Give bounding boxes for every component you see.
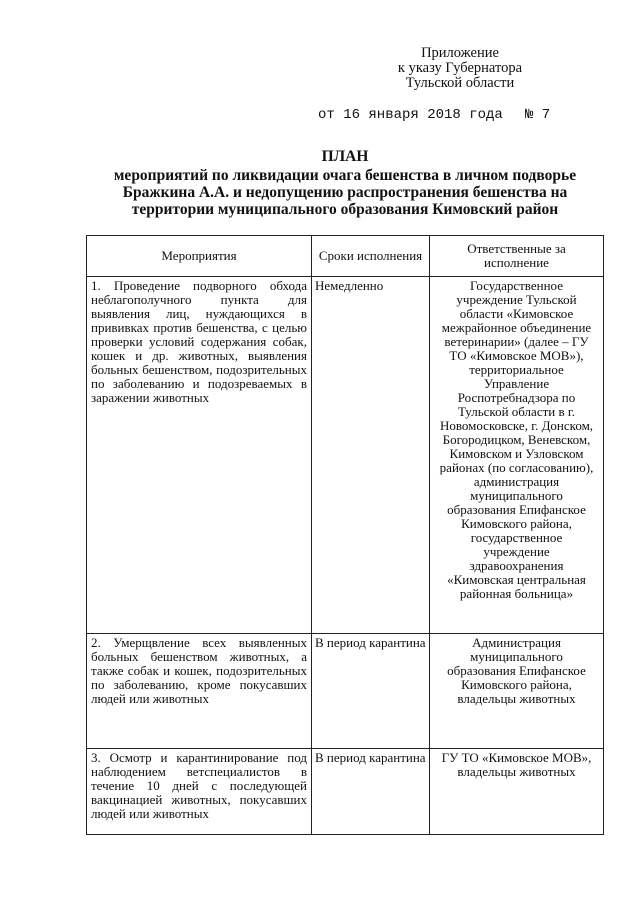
appendix-line-3: Тульской области xyxy=(405,75,515,91)
row-1-term: Немедленно xyxy=(312,277,430,634)
title-line-1: мероприятий по ликвидации очага бешенства в личном подворье xyxy=(113,167,577,184)
title-main: ПЛАН xyxy=(321,148,369,165)
decree-number: № 7 xyxy=(525,107,551,123)
date-line xyxy=(318,107,558,123)
appendix-line-1: Приложение xyxy=(421,45,499,61)
row-2-responsible: Администрация муниципального образования Епифанское Кимовского района, владельцы животных xyxy=(430,634,604,749)
appendix-line-2: к указу Губернатора xyxy=(397,60,523,76)
table-row xyxy=(87,634,604,749)
title-line-3: территории муниципального образования Кимовский район xyxy=(131,201,559,218)
row-1-responsible: Государственное учреждение Тульской области «Кимовское межрайонное объединение ветеринарии» (далее – ГУ ТО «Кимовское МОВ»), территориальное Управление Роспотребнадзора по Тульской области в г. Новомосковске, г. Донском, Богородицком, Веневском, Кимовском и Узловском районах (по согласованию), администрация муниципального образования Епифанское Кимовского района, государственное учреждение здравоохранения «Кимовская центральная районная больница» xyxy=(430,277,604,634)
header-measures: Мероприятия xyxy=(87,236,312,277)
title-line-2: Бражкина А.А. и недопущению распространения бешенства на xyxy=(122,184,568,201)
row-2-term: В период карантина xyxy=(312,634,430,749)
row-3-term: В период карантина xyxy=(312,749,430,835)
plan-table xyxy=(86,235,604,835)
table-row xyxy=(87,749,604,835)
header-terms: Сроки исполнения xyxy=(312,236,430,277)
row-2-measure: 2. Умерщвление всех выявленных больных бешенством животных, а также собак и кошек, подозрительных по заболеванию, кроме покусавших людей или животных xyxy=(87,634,312,749)
header-responsible: Ответственные за исполнение xyxy=(430,236,604,277)
table-header-row xyxy=(87,236,604,277)
table-row xyxy=(87,277,604,634)
decree-date: от 16 января 2018 года xyxy=(318,107,503,123)
appendix-block xyxy=(370,46,550,91)
document-title xyxy=(90,148,600,218)
row-3-measure: 3. Осмотр и карантинирование под наблюдением ветспециалистов в течение 10 дней с последующей вакцинацией животных, покусавших людей или животных xyxy=(87,749,312,835)
row-1-measure: 1. Проведение подворного обхода неблагополучного пункта для выявления лиц, нуждающихся в прививках против бешенства, с целью проверки условий содержания собак, кошек и др. животных, выявления больных бешенством, подозрительных по заболеванию и подозреваемых в заражении животных xyxy=(87,277,312,634)
row-3-responsible: ГУ ТО «Кимовское МОВ», владельцы животных xyxy=(430,749,604,835)
